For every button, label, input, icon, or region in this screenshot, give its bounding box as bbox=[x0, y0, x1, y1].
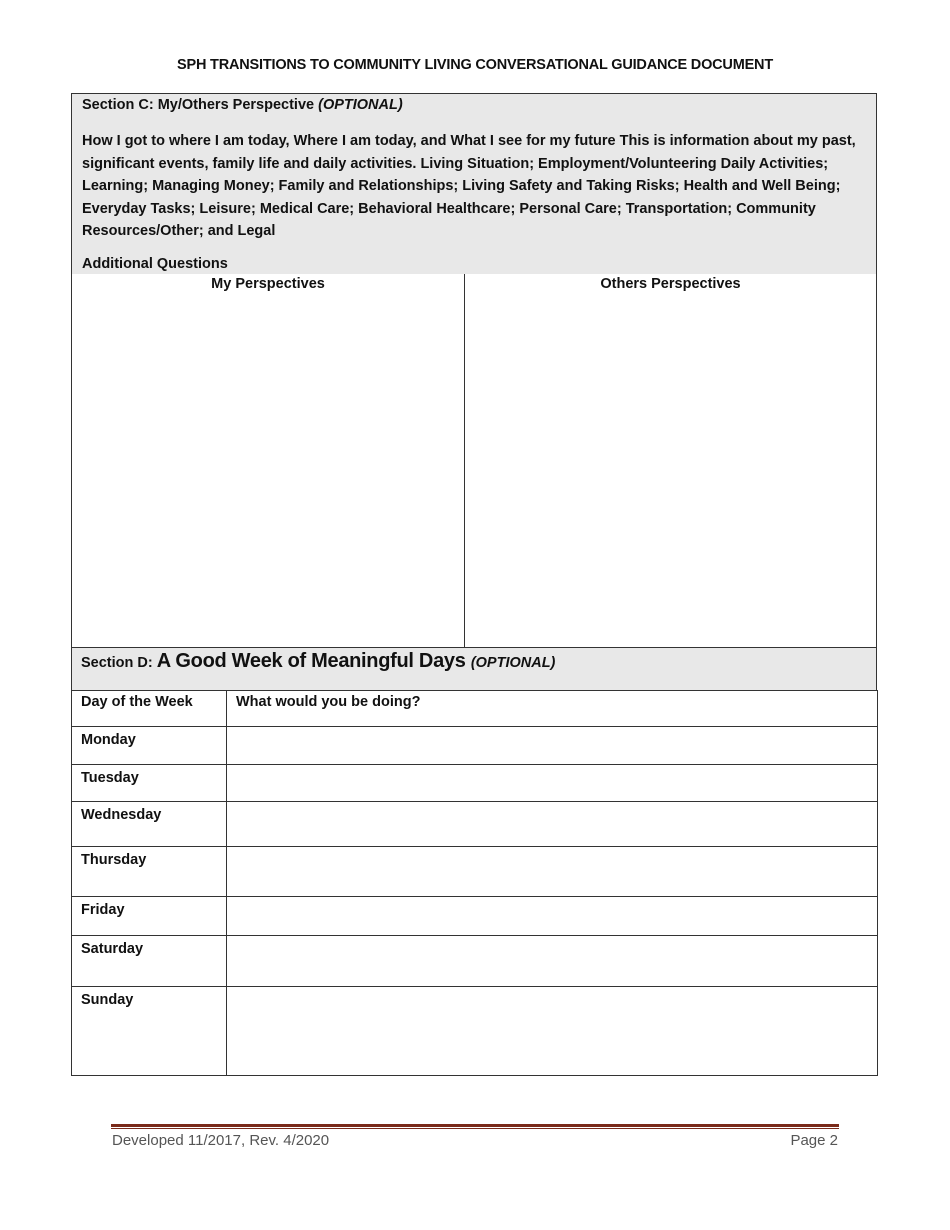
perspectives-divider bbox=[464, 274, 465, 647]
doing-cell-wednesday[interactable] bbox=[227, 802, 878, 847]
footer-rule-thin bbox=[111, 1128, 839, 1129]
table-row bbox=[72, 765, 878, 802]
section-c-optional: (OPTIONAL) bbox=[318, 97, 403, 113]
day-label-saturday: Saturday bbox=[72, 936, 227, 987]
my-perspectives-field[interactable] bbox=[76, 300, 460, 640]
doing-cell-friday[interactable] bbox=[227, 897, 878, 936]
week-table bbox=[71, 690, 878, 1076]
perspectives-table bbox=[71, 274, 877, 647]
others-perspectives-field[interactable] bbox=[469, 300, 872, 640]
day-label-friday: Friday bbox=[72, 897, 227, 936]
day-label-wednesday: Wednesday bbox=[72, 802, 227, 847]
day-label-sunday: Sunday bbox=[72, 987, 227, 1076]
doing-cell-thursday[interactable] bbox=[227, 847, 878, 897]
doing-cell-saturday[interactable] bbox=[227, 936, 878, 987]
additional-questions-label: Additional Questions bbox=[82, 256, 228, 272]
table-row bbox=[72, 727, 878, 765]
section-d-optional: (OPTIONAL) bbox=[470, 655, 556, 671]
header-what-doing: What would you be doing? bbox=[227, 691, 878, 727]
section-c-title: Section C: My/Others Perspective (OPTIONAL) bbox=[82, 97, 403, 113]
section-d-header bbox=[71, 647, 877, 691]
header-day-of-week: Day of the Week bbox=[72, 691, 227, 727]
table-row bbox=[72, 936, 878, 987]
table-row bbox=[72, 847, 878, 897]
doing-cell-sunday[interactable] bbox=[227, 987, 878, 1076]
week-table-header-row bbox=[72, 691, 878, 727]
my-perspectives-heading: My Perspectives bbox=[211, 276, 325, 292]
footer-developed: Developed 11/2017, Rev. 4/2020 bbox=[112, 1132, 330, 1149]
day-label-monday: Monday bbox=[72, 727, 227, 765]
document-title: SPH TRANSITIONS TO COMMUNITY LIVING CONVERSATIONAL GUIDANCE DOCUMENT bbox=[177, 57, 773, 73]
table-row bbox=[72, 802, 878, 847]
day-label-tuesday: Tuesday bbox=[72, 765, 227, 802]
footer-rule bbox=[111, 1124, 839, 1127]
others-perspectives-heading: Others Perspectives bbox=[600, 276, 741, 292]
section-c-description: How I got to where I am today, Where I am today, and What I see for my future This is information about my past, significant events, family life and daily activities. Living Situation; Employment/Volunteering Daily Activities; Learning; Managing Money; Family and Relationships; Living Safety and Taking Risks; Health and Well Being; Everyday Tasks; Leisure; Medical Care; Behavioral Healthcare; Personal Care; Transportation; Community Resources/Other; and Legal bbox=[82, 133, 856, 239]
table-row bbox=[72, 897, 878, 936]
day-label-thursday: Thursday bbox=[72, 847, 227, 897]
section-c-header bbox=[71, 93, 877, 275]
doing-cell-monday[interactable] bbox=[227, 727, 878, 765]
doing-cell-tuesday[interactable] bbox=[227, 765, 878, 802]
footer-page-number: Page 2 bbox=[790, 1132, 838, 1149]
section-d-title: Section D: A Good Week of Meaningful Days (OPTIONAL) bbox=[81, 650, 556, 672]
table-row bbox=[72, 987, 878, 1076]
